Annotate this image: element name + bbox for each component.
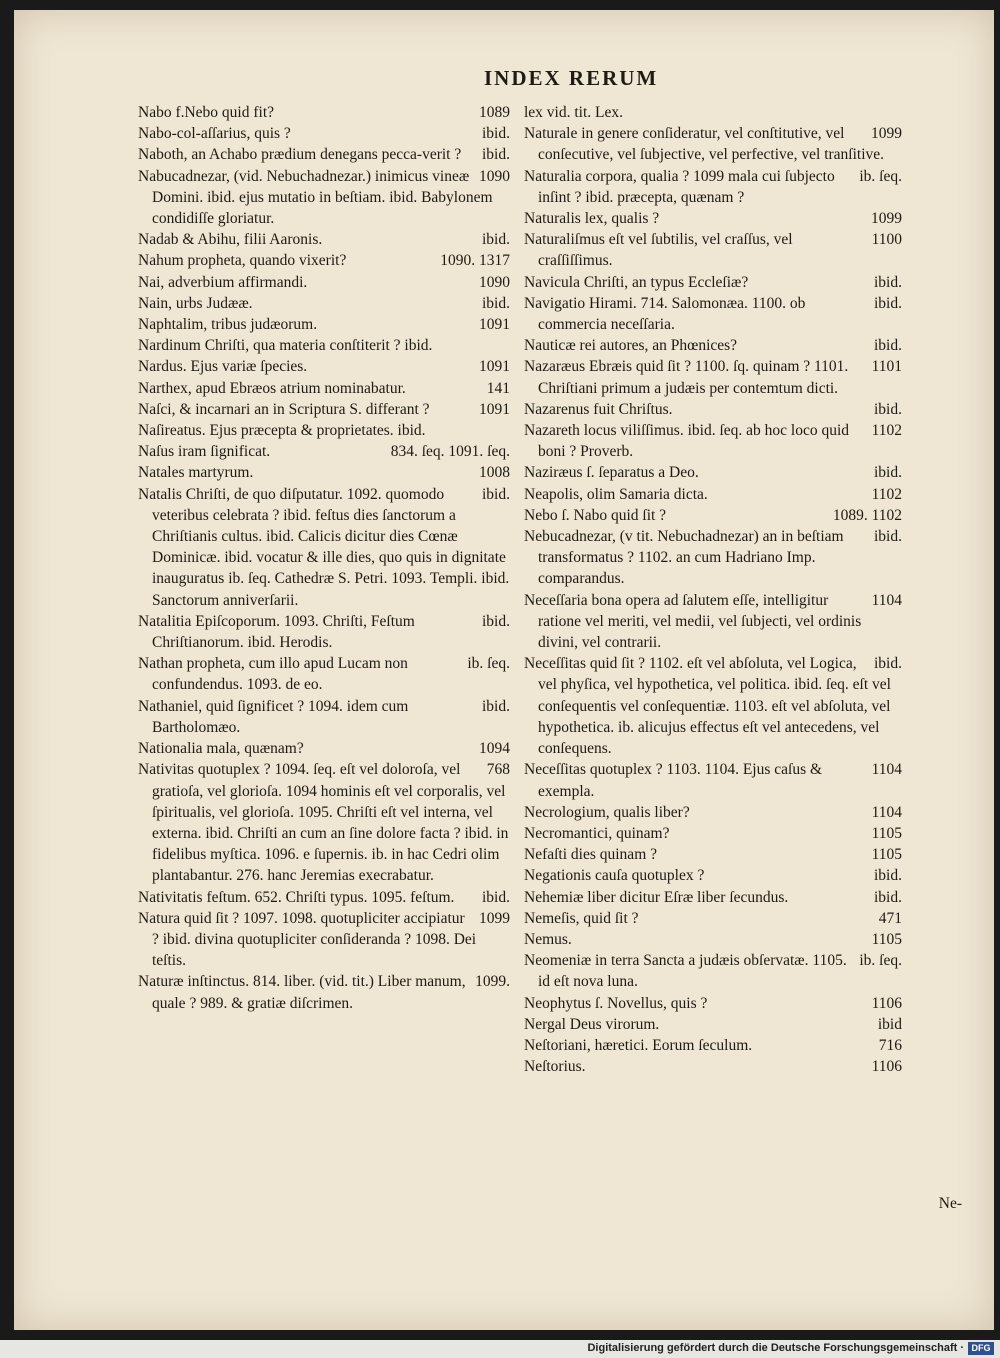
page-reference: ibid. <box>482 888 510 906</box>
page-reference: ibid. <box>874 464 902 482</box>
index-entry <box>138 484 510 611</box>
entry-text: Navicula Chriſti, an typus Eccleſiæ? <box>524 273 749 291</box>
entry-text: lex vid. tit. Lex. <box>524 104 624 121</box>
entry-text: Naphtalim, tribus judæorum. <box>138 316 318 334</box>
entry-text: Naſus iram ſignificat. <box>138 443 271 461</box>
page-reference: 1104 <box>871 803 902 821</box>
entry-text: Nadab & Abihu, filii Aaronis. <box>138 231 323 249</box>
index-entry <box>138 250 510 271</box>
index-entry <box>524 865 902 886</box>
entry-text: Nain, urbs Judææ. <box>138 294 253 312</box>
index-entry <box>524 399 902 420</box>
page-reference: ibid <box>877 1015 902 1033</box>
page-reference: ibid. <box>482 146 510 164</box>
index-entry <box>524 356 902 398</box>
page-reference: 1105 <box>871 930 902 948</box>
entry-text: Naturæ inſtinctus. 814. liber. (vid. tit.) Liber manum, quale ? 989. & gratiæ diſcrimen. <box>138 973 466 1012</box>
index-column-right <box>524 102 902 1077</box>
page-reference: 1089. 1102 <box>832 506 902 524</box>
entry-text: Naſci, & incarnari an in Scriptura S. differant ? <box>138 400 430 418</box>
entry-text: Nativitas quotuplex ? 1094. ſeq. eſt vel doloroſa, vel gratioſa, vel glorioſa. 1094 hominis eſt vel corporalis, vel ſpiritualis, vel glorioſa. 1095. Chriſti eſt vel interna, vel externa. ibid. Chriſti an cum an ſine dolore facta ? ibid. in fidelibus myſtica. 1096. e ſupernis. ib. in hac Cedri olim plantabantur. 276. hanc Jeremias execrabatur. <box>138 761 509 885</box>
entry-text: Naturalia corpora, qualia ? 1099 mala cui ſubjecto inſint ? ibid. præcepta, quænam ? <box>524 167 835 206</box>
page-reference: ibid. <box>482 125 510 143</box>
entry-text: Neomeniæ in terra Sancta a judæis obſervatæ. 1105. id eſt nova luna. <box>524 952 847 991</box>
entry-text: Nathaniel, quid ſignificet ? 1094. idem cum Bartholomæo. <box>138 697 409 736</box>
entry-text: Nazarenus fuit Chriſtus. <box>524 400 673 418</box>
index-entry <box>524 759 902 801</box>
index-entry <box>138 356 510 377</box>
entry-text: Nazaræus Ebræis quid ſit ? 1100. ſq. quinam ? 1101. Chriſtiani primum a judæis per contemtum dicti. <box>524 358 849 397</box>
page-reference: 716 <box>878 1036 902 1054</box>
index-entry <box>524 484 902 505</box>
entry-text: Narthex, apud Ebræos atrium nominabatur. <box>138 379 406 397</box>
entry-text: Neapolis, olim Samaria dicta. <box>524 485 708 503</box>
entry-text: Naturalis lex, qualis ? <box>524 210 660 228</box>
index-entry <box>138 887 510 908</box>
entry-text: Nativitatis feſtum. 652. Chriſti typus. 1095. feſtum. <box>138 888 455 906</box>
page-reference: ibid. <box>874 888 902 906</box>
entry-text: Natura quid ſit ? 1097. 1098. quotupliciter accipiatur ? ibid. divina quotupliciter conſideranda ? 1098. Dei teſtis. <box>138 909 477 970</box>
index-entry <box>138 123 510 144</box>
index-entry <box>138 166 510 230</box>
index-entry <box>138 229 510 250</box>
page-reference: ibid. <box>482 294 510 312</box>
entry-text: Nardus. Ejus variæ ſpecies. <box>138 358 308 376</box>
page-reference: ibid. <box>874 400 902 418</box>
entry-text: Navigatio Hirami. 714. Salomonæa. 1100. ob commercia neceſſaria. <box>524 294 806 334</box>
entry-text: Nauticæ rei autores, an Phœnices? <box>524 337 738 355</box>
page-reference: 1091 <box>479 358 510 376</box>
page-reference: 1104 <box>871 591 902 609</box>
index-entry <box>524 908 902 929</box>
page-reference: ib. ſeq. <box>859 952 902 970</box>
index-entry <box>138 908 510 972</box>
entry-text: Neceſſitas quotuplex ? 1103. 1104. Ejus caſus & exempla. <box>524 761 823 800</box>
entry-text: Negationis cauſa quotuplex ? <box>524 867 705 885</box>
page-reference: 768 <box>486 761 510 779</box>
index-entry <box>138 378 510 399</box>
entry-text: Neophytus ſ. Novellus, quis ? <box>524 994 708 1012</box>
entry-text: Natalis Chriſti, de quo diſputatur. 1092. quomodo veteribus celebrata ? ibid. feſtus dies ſanctorum a Chriſtianis cultus. ibid. Calicis dicitur dies Cœnæ Dominicæ. ibid. vocatur & ille dies, quo quis in dignitate inauguratus ib. ſeq. Cathedræ S. Petri. 1093. Templi. ibid. Sanctorum anniverſarii. <box>138 485 510 609</box>
entry-text: Nabo f.Nebo quid fit? <box>138 104 275 121</box>
index-column-left <box>138 102 510 1014</box>
index-entry <box>524 950 902 992</box>
funding-credit: Digitalisierung gefördert durch die Deutsche Forschungsgemeinschaft · <box>587 1342 964 1354</box>
index-entry <box>138 759 510 886</box>
entry-text: Nemus. <box>524 930 572 948</box>
entry-text: Nehemiæ liber dicitur Eſræ liber ſecundus. <box>524 888 789 906</box>
page-reference: 1099. <box>475 973 510 991</box>
index-entry <box>138 462 510 483</box>
index-entry <box>524 229 902 271</box>
page-reference: 1105 <box>871 846 902 864</box>
page-reference: 1099 <box>871 125 902 143</box>
index-entry <box>138 696 510 738</box>
entry-text: Nationalia mala, quænam? <box>138 740 304 758</box>
entry-text: Nergal Deus virorum. <box>524 1015 660 1033</box>
page-reference: 1089 <box>479 104 510 121</box>
page-reference: 1090. 1317 <box>440 252 510 270</box>
entry-text: Neſtorius. <box>524 1058 586 1076</box>
entry-text: Nazareth locus viliſſimus. ibid. ſeq. ab hoc loco quid boni ? Proverb. <box>524 422 850 461</box>
page-reference: 1099 <box>871 210 902 228</box>
entry-text: Nefaſti dies quinam ? <box>524 846 657 864</box>
index-entry <box>524 823 902 844</box>
index-entry <box>524 166 902 208</box>
index-entry <box>524 590 902 654</box>
index-entry <box>524 1035 902 1056</box>
entry-text: Nahum propheta, quando vixerit? <box>138 252 347 270</box>
page-reference: 834. ſeq. 1091. ſeq. <box>390 443 510 461</box>
index-entry <box>524 802 902 823</box>
page-reference: ibid. <box>874 655 902 673</box>
page-reference: 1106 <box>871 994 902 1012</box>
index-entry <box>138 653 510 695</box>
page-reference: ib. ſeq. <box>467 655 510 673</box>
page-reference: ibid. <box>482 485 510 503</box>
index-entry <box>138 611 510 653</box>
page-reference: ibid. <box>482 697 510 715</box>
page-reference: 1104 <box>871 761 902 779</box>
index-entry <box>524 335 902 356</box>
index-entry <box>524 653 902 759</box>
index-entry <box>138 335 510 356</box>
index-entry <box>524 526 902 590</box>
index-entry <box>524 293 902 335</box>
page-reference: ibid. <box>874 273 902 291</box>
index-entry <box>138 272 510 293</box>
entry-text: Naboth, an Achabo prædium denegans pecca-verit ? <box>138 146 462 164</box>
index-entry <box>524 1014 902 1035</box>
page-reference: 1094 <box>479 740 510 758</box>
index-entry <box>138 441 510 462</box>
entry-text: Nathan propheta, cum illo apud Lucam non confundendus. 1093. de eo. <box>138 655 408 694</box>
index-entry <box>524 462 902 483</box>
entry-text: Necrologium, qualis liber? <box>524 803 690 821</box>
book-page <box>14 10 994 1330</box>
entry-text: Naturaliſmus eſt vel ſubtilis, vel craſſus, vel craſſiſſimus. <box>524 231 793 270</box>
page-reference: ibid. <box>874 294 902 312</box>
catchword: Ne- <box>938 1195 962 1212</box>
page-reference: 1090 <box>479 273 510 291</box>
page-reference: ibid. <box>874 528 902 546</box>
index-entry <box>524 208 902 229</box>
entry-text: Nebo ſ. Nabo quid ſit ? <box>524 506 667 524</box>
index-entry <box>524 1056 902 1077</box>
page-reference: 1090 <box>479 167 510 185</box>
index-entry <box>524 887 902 908</box>
entry-text: Nemeſis, quid ſit ? <box>524 909 639 927</box>
page-reference: 1099 <box>479 909 510 927</box>
entry-text: Naſireatus. Ejus præcepta & proprietates. ibid. <box>138 422 426 440</box>
dfg-logo: DFG <box>968 1342 994 1355</box>
entry-text: Necromantici, quinam? <box>524 824 670 842</box>
index-entry <box>138 314 510 335</box>
entry-text: Nardinum Chriſti, qua materia conſtiterit ? ibid. <box>138 337 433 355</box>
digitization-footer <box>0 1340 1000 1358</box>
page-reference: 1101 <box>871 358 902 376</box>
index-entry <box>138 971 510 1013</box>
page-reference: 1100 <box>871 231 902 249</box>
entry-text: Naziræus ſ. ſeparatus a Deo. <box>524 464 699 482</box>
page-reference: 471 <box>878 909 902 927</box>
page-reference: ibid. <box>482 231 510 249</box>
entry-text: Neceſſaria bona opera ad ſalutem eſſe, intelligitur ratione vel meriti, vel medii, vel ſubjecti, vel ordinis divini, vel contrarii. <box>524 591 862 652</box>
entry-text: Neſtoriani, hæretici. Eorum ſeculum. <box>524 1036 753 1054</box>
page-reference: 1091 <box>479 316 510 334</box>
entry-text: Nebucadnezar, (v tit. Nebuchadnezar) an in beſtiam transformatus ? 1102. an cum Hadriano Imp. comparandus. <box>524 528 844 588</box>
index-entry <box>524 102 902 123</box>
entry-text: Nai, adverbium affirmandi. <box>138 273 308 291</box>
index-entry <box>524 993 902 1014</box>
entry-text: Natales martyrum. <box>138 464 254 482</box>
page-reference: 1105 <box>871 824 902 842</box>
page-reference: 1106 <box>871 1058 902 1076</box>
index-entry <box>524 420 902 462</box>
index-entry <box>138 144 510 165</box>
page-reference: ib. ſeq. <box>859 167 902 185</box>
entry-text: Nabucadnezar, (vid. Nebuchadnezar.) inimicus vineæ Domini. ibid. ejus mutatio in beſtiam. ibid. Babylonem condidiſſe gloriatur. <box>138 167 493 228</box>
entry-text: Naturale in genere conſideratur, vel conſtitutive, vel conſecutive, vel ſubjective, vel perfective, vel tranſitive. <box>524 125 885 164</box>
running-head: INDEX RERUM <box>484 66 659 90</box>
page-reference: 1008 <box>479 464 510 482</box>
index-entry <box>138 738 510 759</box>
entry-text: Neceſſitas quid ſit ? 1102. eſt vel abſoluta, vel Logica, vel phyſica, vel hypothetica, vel politica. ibid. ſeq. eſt vel conſequentis vel conſequentiæ. 1103. eſt vel abſoluta, vel hypothetica. ib. alicujus effectus eſt vel antecedens, vel conſequens. <box>524 655 891 758</box>
page-reference: 1102 <box>871 422 902 440</box>
index-entry <box>138 293 510 314</box>
index-entry <box>524 929 902 950</box>
index-entry <box>138 399 510 420</box>
index-entry <box>524 272 902 293</box>
page-reference: 141 <box>486 379 510 397</box>
entry-text: Nabo-col-aſſarius, quis ? <box>138 125 291 143</box>
page-reference: ibid. <box>874 867 902 885</box>
index-entry <box>524 844 902 865</box>
page-reference: ibid. <box>482 612 510 630</box>
page-reference: 1102 <box>871 485 902 503</box>
entry-text: Natalitia Epiſcoporum. 1093. Chriſti, Feſtum Chriſtianorum. ibid. Herodis. <box>138 612 415 652</box>
index-entry <box>524 505 902 526</box>
index-entry <box>138 420 510 441</box>
index-entry <box>524 123 902 165</box>
index-entry <box>138 102 510 123</box>
page-reference: ibid. <box>874 337 902 355</box>
page-reference: 1091 <box>479 400 510 418</box>
